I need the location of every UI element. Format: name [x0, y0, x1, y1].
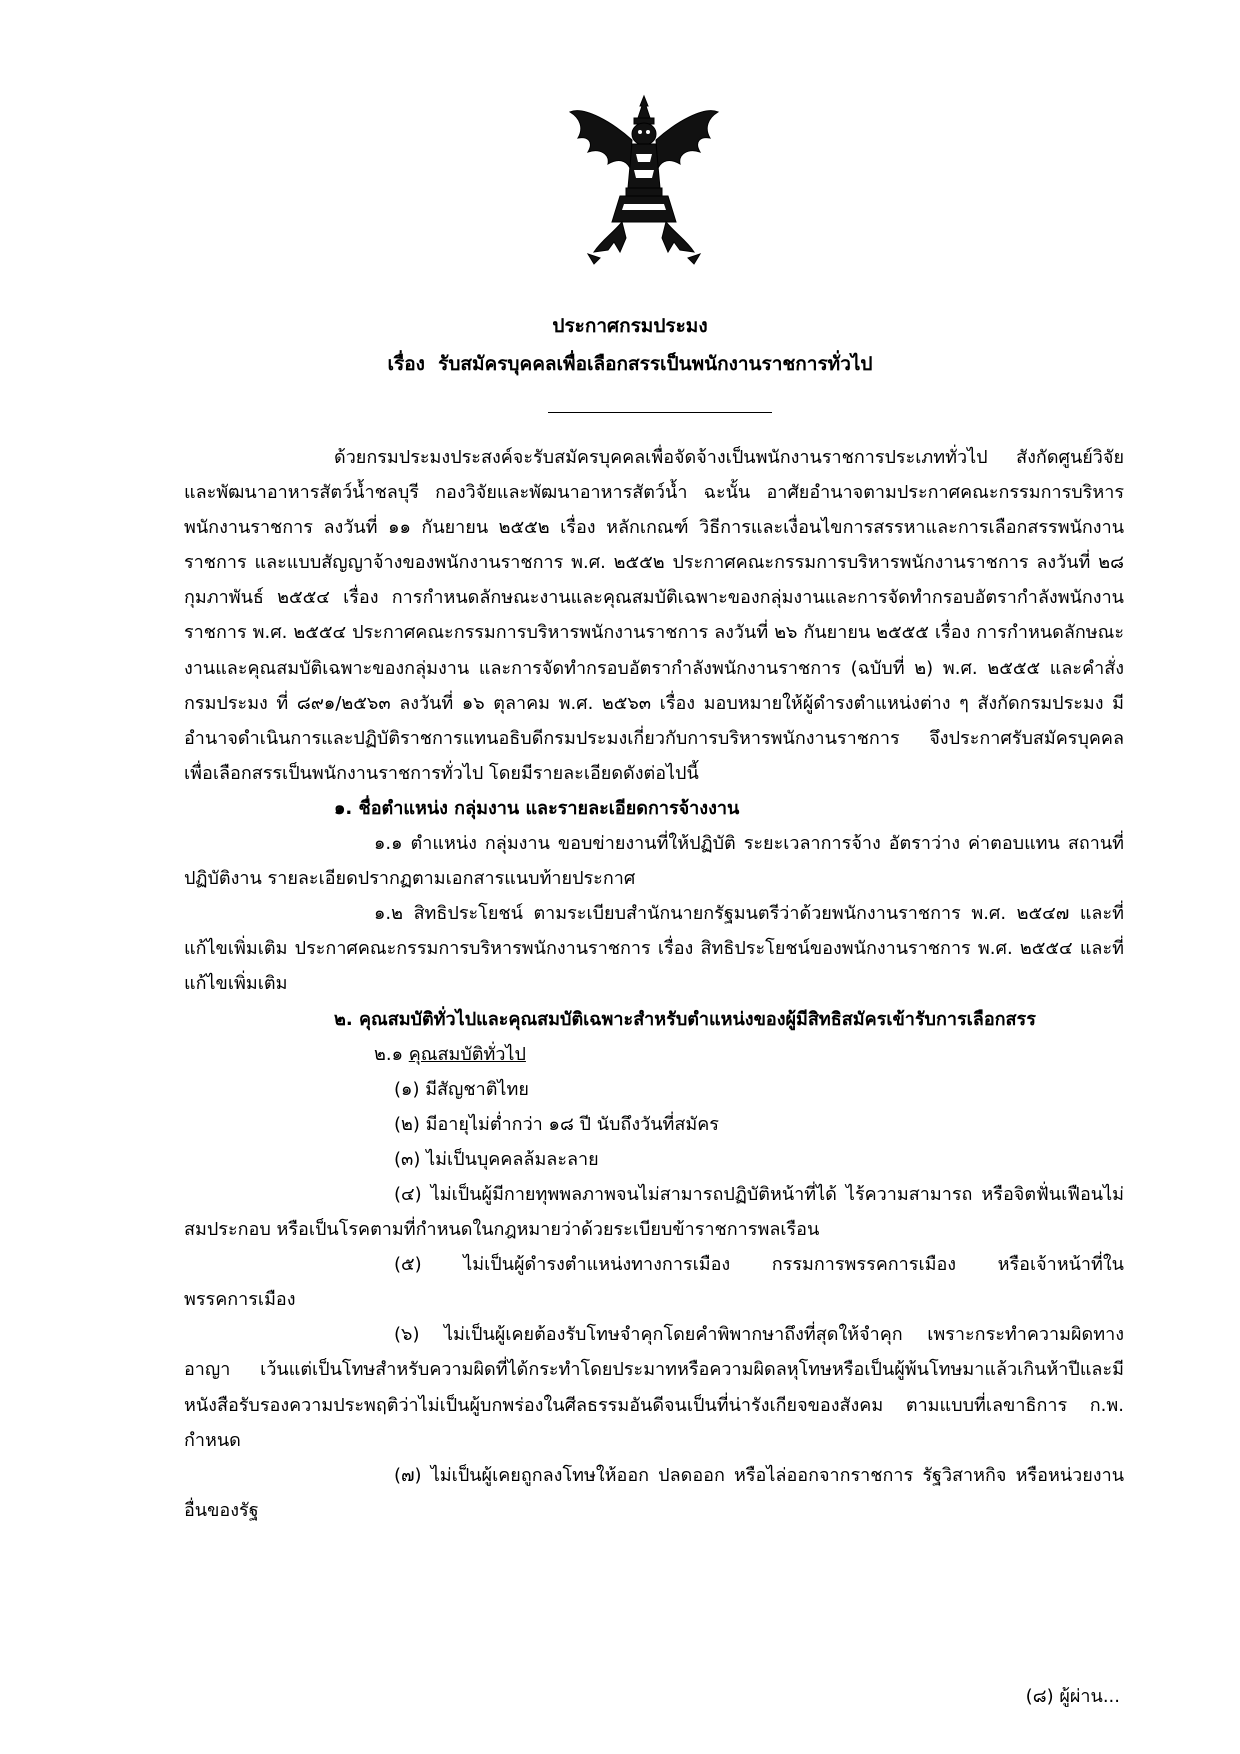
qualification-item: (๕) ไม่เป็นผู้ดำรงตำแหน่งทางการเมือง กรรมการพรรคการเมือง หรือเจ้าหน้าที่ในพรรคการเมือง — [184, 1254, 1124, 1311]
qualification-item: (๔) ไม่เป็นผู้มีกายทุพพลภาพจนไม่สามารถปฏิบัติหน้าที่ได้ ไร้ความสามารถ หรือจิตฟั่นเฟือนไม่สมประกอบ หรือเป็นโรคตามที่กำหนดในกฎหมายว่าด้วยระเบียบข้าราชการพลเรือน — [184, 1183, 1124, 1241]
announcement-title: ประกาศกรมประมง — [552, 315, 708, 337]
intro-paragraph: ด้วยกรมประมงประสงค์จะรับสมัครบุคคลเพื่อจัดจ้างเป็นพนักงานราชการประเภททั่วไป สังกัดศูนย์วิจัยและพัฒนาอาหารสัตว์น้ำชลบุรี กองวิจัยและพัฒนาอาหารสัตว์น้ำ ฉะนั้น อาศัยอำนาจตามประกาศคณะกรรมการบริหารพนักงานราชการ ลงวันที่ ๑๑ กันยายน ๒๕๕๒ เรื่อง หลักเกณฑ์ วิธีการและเงื่อนไขการสรรหาและการเลือกสรรพนักงานราชการ และแบบสัญญาจ้างของพนักงานราชการ พ.ศ. ๒๕๕๒ ประกาศคณะกรรมการบริหารพนักงานราชการ ลงวันที่ ๒๘ กุมภาพันธ์ ๒๕๕๔ เรื่อง การกำหนดลักษณะงานและคุณสมบัติเฉพาะของกลุ่มงานและการจัดทำกรอบอัตรากำลังพนักงานราชการ พ.ศ. ๒๕๕๔ ประกาศคณะกรรมการบริหารพนักงานราชการ ลงวันที่ ๒๖ กันยายน ๒๕๕๕ เรื่อง การกำหนดลักษณะงานและคุณสมบัติเฉพาะของกลุ่มงาน และการจัดทำกรอบอัตรากำลังพนักงานราชการ (ฉบับที่ ๒) พ.ศ. ๒๕๕๕ และคำสั่งกรมประมง ที่ ๘๙๑/๒๕๖๓ ลงวันที่ ๑๖ ตุลาคม พ.ศ. ๒๕๖๓ เรื่อง มอบหมายให้ผู้ดำรงตำแหน่งต่าง ๆ สังกัดกรมประมง มีอำนาจดำเนินการและปฏิบัติราชการแทนอธิบดีกรมประมงเกี่ยวกับการบริหารพนักงานราชการ จึงประกาศรับสมัครบุคคลเพื่อเลือกสรรเป็นพนักงานราชการทั่วไป โดยมีรายละเอียดดังต่อไปนี้ — [184, 447, 1124, 784]
section-1-item-1: ๑.๑ ตำแหน่ง กลุ่มงาน ขอบข่ายงานที่ให้ปฏิบัติ ระยะเวลาการจ้าง อัตราว่าง ค่าตอบแทน สถานที่ปฏิบัติงาน รายละเอียดปรากฏตามเอกสารแนบท้ายประกาศ — [184, 833, 1124, 890]
title-divider — [548, 412, 772, 413]
subject-text: รับสมัครบุคคลเพื่อเลือกสรรเป็นพนักงานราชการทั่วไป — [438, 353, 873, 375]
qualification-item: (๒) มีอายุไม่ต่ำกว่า ๑๘ ปี นับถึงวันที่สมัคร — [394, 1113, 719, 1135]
qualification-item: (๑) มีสัญชาติไทย — [394, 1078, 529, 1100]
section-1-item-2: ๑.๒ สิทธิประโยชน์ ตามระเบียบสำนักนายกรัฐมนตรีว่าด้วยพนักงานราชการ พ.ศ. ๒๕๔๗ และที่แก้ไขเพิ่มเติม ประกาศคณะกรรมการบริหารพนักงานราชการ เรื่อง สิทธิประโยชน์ของพนักงานราชการ พ.ศ. ๒๕๕๔ และที่แก้ไขเพิ่มเติม — [184, 903, 1124, 995]
section-2-heading: ๒. คุณสมบัติทั่วไปและคุณสมบัติเฉพาะสำหรับตำแหน่งของผู้มีสิทธิสมัครเข้ารับการเลือกสรร — [334, 1008, 1036, 1030]
document-body — [184, 440, 1124, 1528]
section-2-1-heading — [184, 1037, 1124, 1072]
qualification-item: (๗) ไม่เป็นผู้เคยถูกลงโทษให้ออก ปลดออก หรือไล่ออกจากราชการ รัฐวิสาหกิจ หรือหน่วยงานอื่นของรัฐ — [184, 1464, 1124, 1521]
garuda-emblem-icon — [564, 92, 724, 268]
section-2-1-title: คุณสมบัติทั่วไป — [408, 1043, 526, 1065]
section-2-1-number: ๒.๑ — [374, 1043, 404, 1065]
qualification-item: (๖) ไม่เป็นผู้เคยต้องรับโทษจำคุกโดยคำพิพากษาถึงที่สุดให้จำคุก เพราะกระทำความผิดทางอาญา เว้นแต่เป็นโทษสำหรับความผิดที่ได้กระทำโดยประมาทหรือความผิดลหุโทษหรือเป็นผู้พ้นโทษมาแล้วเกินห้าปีและมีหนังสือรับรองความประพฤติว่าไม่เป็นผู้บกพร่องในศีลธรรมอันดีจนเป็นที่น่ารังเกียจของสังคม ตามแบบที่เลขาธิการ ก.พ. กำหนด — [184, 1324, 1124, 1451]
announcement-subject — [10, 350, 1240, 378]
continued-marker: (๘) ผู้ผ่าน... — [1025, 1686, 1120, 1707]
subject-label: เรื่อง — [387, 353, 425, 375]
qualification-item: (๓) ไม่เป็นบุคคลล้มละลาย — [394, 1148, 599, 1170]
section-1-heading: ๑. ชื่อตำแหน่ง กลุ่มงาน และรายละเอียดการจ้างงาน — [334, 797, 740, 819]
